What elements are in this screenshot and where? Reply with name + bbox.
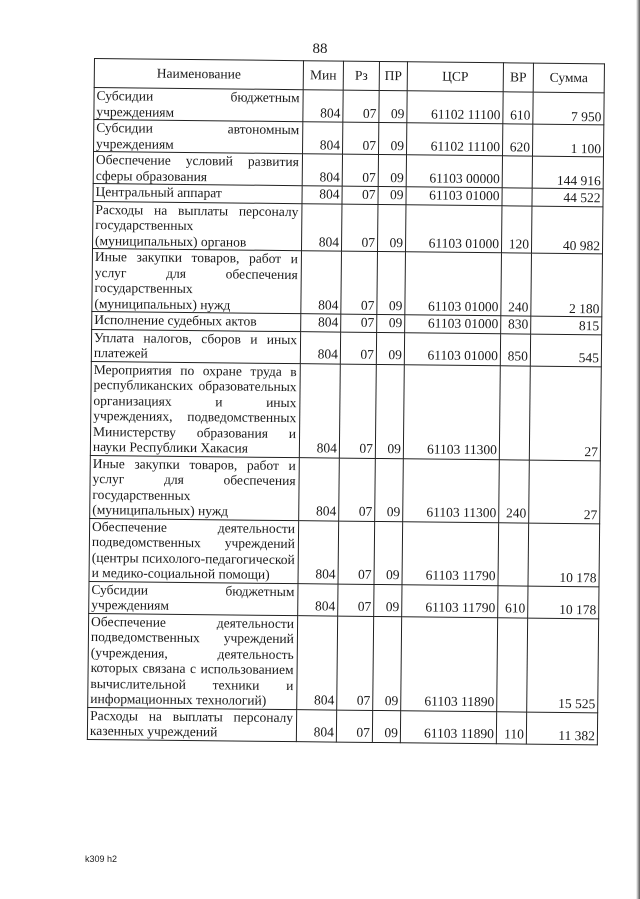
- cell-pr: 09: [378, 186, 406, 204]
- cell-csr: 61103 11300: [403, 458, 500, 522]
- table-row: [92, 248, 603, 316]
- cell-sum: 44 522: [532, 188, 603, 206]
- scan-edge-shadow: [636, 0, 640, 899]
- cell-vr: 240: [501, 253, 532, 316]
- cell-min: 804: [298, 583, 338, 615]
- cell-vr: 610: [498, 585, 528, 617]
- cell-name: Иные закупки товаров, работ и услуг для обеспечения государственных (муниципальных) нужд: [90, 455, 300, 520]
- cell-min: 804: [297, 615, 338, 709]
- cell-sum: 2 180: [531, 253, 603, 317]
- cell-name: Расходы на выплаты персоналу казенных учреждений: [87, 707, 296, 741]
- column-header-min: Мин: [303, 61, 343, 90]
- cell-min: 804: [299, 457, 340, 520]
- cell-rz: 07: [338, 521, 375, 584]
- cell-csr: 61103 11890: [401, 616, 498, 711]
- cell-vr: 850: [500, 333, 530, 365]
- cell-rz: 07: [341, 251, 378, 314]
- cell-csr: 61103 11300: [403, 364, 500, 459]
- cell-name: Центральный аппарат: [93, 183, 302, 203]
- table-row: [90, 455, 601, 523]
- cell-rz: 07: [340, 332, 376, 364]
- cell-name: Обеспечение условий развития сферы образования: [93, 152, 302, 186]
- cell-vr: 110: [496, 711, 526, 743]
- table-row: [94, 88, 604, 125]
- cell-rz: 07: [337, 616, 374, 710]
- cell-pr: 09: [373, 616, 402, 710]
- column-header-name: Наименование: [94, 59, 303, 90]
- cell-csr: 61103 01000: [404, 332, 500, 365]
- cell-name: Расходы на выплаты персоналу государственных (муниципальных) органов: [93, 201, 302, 251]
- budget-table: [87, 58, 605, 745]
- cell-pr: 09: [374, 584, 402, 616]
- cell-rz: 07: [339, 364, 376, 458]
- cell-rz: 07: [342, 186, 378, 204]
- column-header-pr: ПР: [379, 61, 407, 90]
- cell-pr: 09: [379, 90, 407, 122]
- cell-vr: [497, 617, 528, 711]
- cell-name: Уплата налогов, сборов и иных платежей: [91, 329, 300, 363]
- cell-min: 804: [301, 203, 341, 251]
- cell-min: 804: [301, 314, 341, 332]
- cell-pr: 09: [375, 458, 404, 521]
- cell-sum: 545: [530, 334, 601, 367]
- cell-vr: [498, 522, 529, 585]
- cell-vr: 830: [501, 316, 531, 334]
- cell-min: 804: [300, 331, 340, 363]
- cell-sum: 15 525: [527, 618, 599, 713]
- cell-sum: 40 982: [531, 206, 602, 254]
- cell-rz: 07: [343, 90, 379, 122]
- column-header-rz: Рз: [343, 61, 379, 90]
- cell-min: 804: [302, 186, 342, 204]
- cell-csr: 61103 01000: [405, 252, 502, 316]
- cell-rz: 07: [339, 458, 376, 521]
- cell-name: Мероприятия по охране труда в республиканских образовательных организациях и иных учреждениях, подведомственных Министерству образования и науки Республики Хакасия: [90, 361, 300, 457]
- cell-min: 804: [302, 154, 342, 186]
- cell-vr: [502, 188, 532, 206]
- cell-csr: 61103 11890: [400, 710, 496, 743]
- cell-csr: 61103 01000: [406, 187, 502, 206]
- cell-pr: 09: [372, 710, 400, 742]
- table-row: [93, 201, 603, 254]
- cell-pr: 09: [377, 251, 406, 314]
- cell-min: 804: [303, 122, 343, 154]
- cell-csr: 61102 11100: [407, 91, 503, 124]
- page-number: 88: [312, 41, 328, 57]
- cell-rz: 07: [338, 584, 374, 616]
- cell-name: Субсидии бюджетным учреждениям: [94, 88, 303, 122]
- cell-csr: 61103 01000: [405, 315, 501, 334]
- cell-sum: 10 178: [528, 523, 600, 587]
- cell-name: Исполнение судебных актов: [92, 311, 301, 331]
- cell-min: 804: [301, 251, 342, 314]
- cell-sum: 27: [529, 460, 601, 524]
- cell-csr: 61103 00000: [406, 155, 502, 188]
- cell-sum: 1 100: [532, 124, 603, 157]
- cell-sum: 7 950: [533, 92, 604, 125]
- cell-rz: 07: [342, 154, 378, 186]
- cell-sum: 815: [531, 316, 602, 334]
- table-row: [89, 581, 599, 618]
- cell-vr: 620: [502, 124, 532, 156]
- table-row: [90, 361, 601, 460]
- cell-name: Иные закупки товаров, работ и услуг для обеспечения государственных (муниципальных) нужд: [92, 248, 302, 313]
- cell-sum: 27: [529, 366, 601, 461]
- table-row: [94, 120, 604, 157]
- cell-pr: 09: [376, 332, 404, 364]
- cell-sum: 144 916: [532, 156, 603, 189]
- table-row: [89, 518, 600, 586]
- cell-csr: 61103 11790: [402, 521, 499, 585]
- cell-min: 804: [303, 90, 343, 122]
- cell-vr: 610: [503, 92, 533, 124]
- cell-vr: 240: [499, 459, 530, 522]
- cell-name: Субсидии автономным учреждениям: [94, 120, 303, 154]
- cell-sum: 11 382: [526, 712, 597, 745]
- cell-csr: 61103 11790: [402, 584, 498, 617]
- cell-rz: 07: [343, 122, 379, 154]
- cell-pr: 09: [377, 204, 405, 252]
- cell-min: 804: [296, 709, 336, 741]
- cell-pr: 09: [375, 364, 404, 458]
- cell-name: Субсидии бюджетным учреждениям: [89, 581, 298, 615]
- table-row: [93, 152, 603, 189]
- cell-rz: 07: [341, 204, 377, 252]
- table-body: [87, 88, 604, 745]
- column-header-sum: Сумма: [533, 63, 604, 93]
- cell-name: Обеспечение деятельности подведомственных учреждений (учреждения, деятельность которых связана с использованием вычислительной техники и информационных технологий): [88, 613, 298, 709]
- cell-rz: 07: [341, 314, 377, 332]
- cell-pr: 09: [379, 122, 407, 154]
- cell-sum: 10 178: [528, 586, 599, 619]
- cell-rz: 07: [336, 710, 372, 742]
- table-row: [91, 329, 601, 366]
- table-row: [87, 707, 597, 744]
- column-header-csr: ЦСР: [407, 62, 503, 92]
- cell-vr: [499, 365, 530, 459]
- cell-min: 804: [298, 520, 339, 583]
- cell-min: 804: [299, 363, 340, 457]
- cell-vr: [502, 156, 532, 188]
- column-header-vr: ВР: [503, 63, 533, 92]
- footer-code: k309 h2: [85, 854, 118, 864]
- cell-csr: 61103 01000: [405, 204, 501, 253]
- cell-csr: 61102 11100: [407, 123, 503, 156]
- cell-pr: 09: [374, 521, 403, 584]
- cell-pr: 09: [377, 314, 405, 332]
- cell-pr: 09: [378, 154, 406, 186]
- cell-vr: 120: [501, 205, 531, 253]
- cell-name: Обеспечение деятельности подведомственных учреждений (центры психолого-педагогической и медико-социальной помощи): [89, 518, 299, 583]
- table-row: [88, 613, 599, 712]
